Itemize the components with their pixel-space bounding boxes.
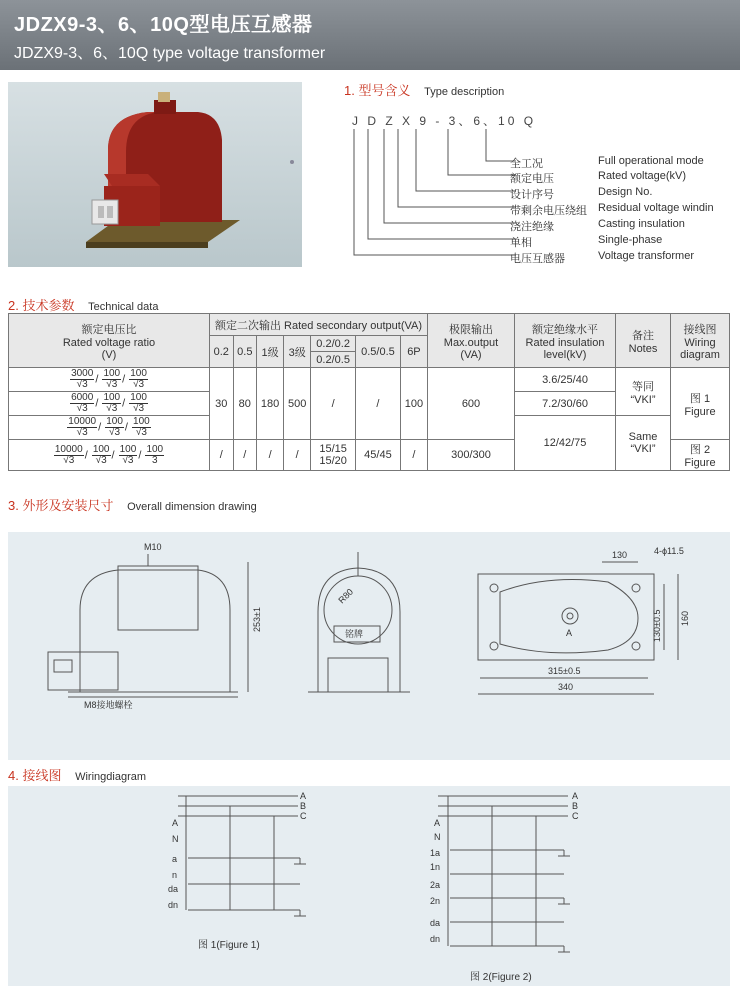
wiring-diagram-panel (8, 786, 730, 986)
legend-cn-4: 带剩余电压绕组 (510, 205, 587, 217)
section1-heading (344, 80, 504, 99)
legend-en-5: Casting insulation (598, 218, 685, 230)
r4-0202 (311, 440, 356, 471)
header-ratio-en: Rated voltage ratio (62, 336, 156, 349)
fig2-term-1a: 1a (430, 848, 441, 858)
fig2-phase-b: B (572, 801, 579, 811)
header-banner (0, 0, 740, 70)
ratio3-rb: √3 (109, 427, 121, 438)
header-sub-05: 0.5 (233, 336, 257, 368)
ratio1-a: 3000 (71, 368, 94, 379)
label-160: 160 (680, 610, 690, 626)
transformer-illustration (8, 82, 302, 267)
product-photo (8, 82, 302, 267)
r4-1: / (257, 440, 284, 471)
section2-heading (8, 295, 158, 314)
header-notes-en: Notes (628, 342, 658, 355)
wiring-2-cn: 图 2 (689, 444, 711, 456)
header-ratio-cn: 额定电压比 (81, 323, 137, 336)
header-sub-0505: 0.5/0.5 (356, 336, 401, 368)
ratio-row-3: $\frac{10000}{√3}$ / $\frac{100}{√3}$ / $\frac{100}{√3}$ (9, 416, 210, 440)
val-3: 500 (284, 368, 311, 440)
header-wiring-en2: diagram (680, 348, 720, 361)
legend-cn-2: 额定电压 (510, 173, 554, 185)
ratio4-rd: 3 (152, 454, 158, 466)
fig1-term-ln: n (172, 870, 178, 880)
label-m10: M10 (144, 542, 162, 552)
section2-number: 2. (8, 298, 19, 313)
dimension-drawings (8, 532, 730, 760)
fig1-term-n: N (172, 834, 179, 844)
header-sub-3: 3级 (284, 336, 311, 368)
ratio3-c: 100 (133, 416, 150, 427)
legend-en-7: Voltage transformer (598, 250, 694, 262)
ratio2-rb: √3 (106, 403, 118, 414)
label-r80: R80 (336, 586, 356, 606)
ratio1-c: 100 (130, 368, 147, 379)
label-plate: 铭牌 (345, 629, 364, 639)
r4-02: / (210, 440, 234, 471)
r4-0202-a: 15/15 (319, 443, 347, 455)
legend-en-3: Design No. (598, 186, 653, 198)
label-holes: 4-ϕ11.5 (654, 546, 684, 556)
ratio1-ra: √3 (76, 379, 88, 390)
header-ratio (9, 314, 210, 368)
fig1-term-da: da (168, 884, 179, 894)
legend-cn-5: 浇注绝缘 (510, 221, 554, 233)
legend-en-1: Full operational mode (598, 155, 704, 167)
ratio-row-4: $\frac{10000}{√3}$ / $\frac{100}{√3}$ / $\frac{100}{√3}$ / $\frac{100}{3}$ (9, 440, 210, 471)
section4-number: 4. (8, 768, 19, 783)
fig1-term-a: A (172, 818, 179, 828)
fig2-term-a: A (434, 818, 441, 828)
header-sub-0205: 0.2/0.5 (311, 352, 356, 368)
r4-3: / (284, 440, 311, 471)
fig2-term-n: N (434, 832, 441, 842)
r4-0505: 45/45 (356, 440, 401, 471)
fig2-phase-c: C (572, 811, 579, 821)
val-1: 180 (257, 368, 284, 440)
wiring-2-en: Figure (684, 457, 716, 469)
label-130: 130 (612, 550, 628, 560)
ratio4-ra: √3 (63, 454, 75, 466)
ratio2-c: 100 (130, 392, 147, 403)
header-insulation (515, 314, 616, 368)
header-sub-6p: 6P (400, 336, 427, 368)
wiring-2 (671, 440, 730, 471)
r4-0202-b: 15/20 (319, 455, 347, 467)
ratio4-c: 100 (119, 443, 137, 455)
ratio4-rc: √3 (122, 454, 134, 466)
label-315: 315±0.5 (548, 666, 581, 676)
section4-heading (8, 765, 146, 784)
section3-title-cn: 外形及安装尺寸 (22, 498, 114, 513)
notes-1-cn: 等同 (632, 380, 654, 393)
val-6p: 100 (400, 368, 427, 440)
ratio3-rc: √3 (135, 427, 147, 438)
header-sub-1: 1级 (257, 336, 284, 368)
fig1-phase-c: C (300, 811, 307, 821)
legend-cn-1: 全工况 (510, 158, 543, 170)
section2-title-cn: 技术参数 (22, 298, 75, 313)
legend-cn-6: 单相 (510, 237, 532, 249)
section1-title-en: Type description (424, 86, 505, 98)
model-code: J D Z X 9 - 3、6、10 Q (352, 114, 537, 128)
ratio1-b: 100 (103, 368, 121, 379)
ratio2-b: 100 (103, 392, 121, 403)
header-notes (616, 314, 671, 368)
ins-3: 12/42/75 (515, 416, 616, 471)
section3-number: 3. (8, 498, 19, 513)
wiring-1-cn: 图 1 (689, 392, 711, 405)
ratio1-rc: √3 (133, 379, 145, 390)
page-subtitle: JDZX9-3、6、10Q type voltage transformer (14, 45, 326, 62)
label-130b: 130±0.5 (652, 609, 662, 642)
header-ins-en: Rated insulation (525, 336, 605, 349)
label-ground: M8接地螺栓 (84, 700, 133, 710)
label-340: 340 (558, 682, 574, 692)
technical-data-table (8, 313, 730, 471)
header-max (428, 314, 515, 368)
ins-1: 3.6/25/40 (515, 368, 616, 392)
header-wiring (671, 314, 730, 368)
legend-cn-7: 电压互感器 (510, 253, 565, 265)
ratio2-a: 6000 (71, 392, 94, 403)
fig1-term-dn: dn (168, 900, 179, 910)
legend-cn-3: 设计序号 (510, 189, 554, 201)
val-05: 80 (233, 368, 257, 440)
section2-title-en: Technical data (88, 301, 159, 313)
dimension-drawing-panel (8, 532, 730, 760)
fig1-term-la: a (172, 854, 178, 864)
notes-2 (616, 416, 671, 471)
fig1-caption: 图 1(Figure 1) (198, 940, 260, 951)
legend-en-2: Rated voltage(kV) (598, 170, 687, 182)
model-code-leader-lines (340, 125, 520, 265)
fig1-phase-b: B (300, 801, 307, 811)
ratio-row-1: $\frac{3000}{√3}$ / $\frac{100}{√3}$ / $\frac{100}{√3}$ (9, 368, 210, 392)
header-notes-cn: 备注 (632, 329, 654, 342)
legend-en-6: Single-phase (598, 234, 663, 246)
fig2-term-da: da (430, 918, 441, 928)
page-title: JDZX9-3、6、10Q型电压互感器 (14, 14, 313, 36)
fig2-term-2n: 2n (430, 896, 441, 906)
ins-2: 7.2/30/60 (515, 392, 616, 416)
ratio4-d: 100 (146, 443, 164, 455)
fig2-term-1n: 1n (430, 862, 441, 872)
section4-title-cn: 接线图 (22, 768, 62, 783)
val-max: 600 (428, 368, 515, 440)
ratio2-ra: √3 (76, 403, 88, 414)
notes-1 (616, 368, 671, 416)
notes-2-en: Same (628, 431, 658, 443)
header-wiring-cn: 接线图 (683, 323, 717, 336)
header-ins-cn: 额定绝缘水平 (532, 323, 598, 336)
section4-title-en: Wiringdiagram (75, 771, 147, 783)
notes-2-cn: “VKI” (630, 443, 656, 455)
r4-05: / (233, 440, 257, 471)
ratio3-b: 100 (106, 416, 123, 427)
header-ins-unit: level(kV) (543, 348, 587, 361)
fig1-phase-a: A (300, 791, 307, 801)
wiring-1 (671, 368, 730, 440)
val-05slash: / (356, 368, 401, 440)
val-02: 30 (210, 368, 234, 440)
header-output: 额定二次输出 Rated secondary output(VA) (210, 314, 428, 336)
r4-max: 300/300 (428, 440, 515, 471)
r4-6p: / (400, 440, 427, 471)
header-wiring-en1: Wiring (684, 336, 716, 349)
label-253: 253±1 (252, 607, 262, 632)
header-sub-0202: 0.2/0.2 (311, 336, 356, 352)
ratio2-rc: √3 (133, 403, 145, 414)
ratio4-a: 10000 (54, 443, 83, 455)
ratio3-ra: √3 (76, 427, 88, 438)
section1-number: 1. (344, 83, 355, 98)
fig2-caption: 图 2(Figure 2) (470, 972, 532, 983)
section3-heading (8, 495, 257, 514)
ratio1-rb: √3 (106, 379, 118, 390)
wiring-diagrams (8, 786, 730, 986)
ratio4-rb: √3 (95, 454, 107, 466)
val-02slash: / (311, 368, 356, 440)
ratio4-b: 100 (92, 443, 110, 455)
fig2-term-dn: dn (430, 934, 441, 944)
header-max-en: Max.output (443, 336, 499, 349)
header-sub-02: 0.2 (210, 336, 234, 368)
label-a: A (566, 628, 573, 638)
section3-title-en: Overall dimension drawing (127, 501, 257, 513)
legend-en-4: Residual voltage windin (598, 202, 714, 214)
header-max-cn: 极限输出 (449, 323, 493, 336)
header-ratio-unit: (V) (101, 348, 117, 361)
header-max-unit: (VA) (460, 348, 482, 361)
section1-title-cn: 型号含义 (358, 83, 411, 98)
wiring-1-en: Figure (684, 405, 716, 418)
fig2-term-2a: 2a (430, 880, 441, 890)
fig2-phase-a: A (572, 791, 579, 801)
ratio-row-2: $\frac{6000}{√3}$ / $\frac{100}{√3}$ / $\frac{100}{√3}$ (9, 392, 210, 416)
ratio3-a: 10000 (68, 416, 97, 427)
notes-1-en: “VKI” (630, 393, 656, 406)
